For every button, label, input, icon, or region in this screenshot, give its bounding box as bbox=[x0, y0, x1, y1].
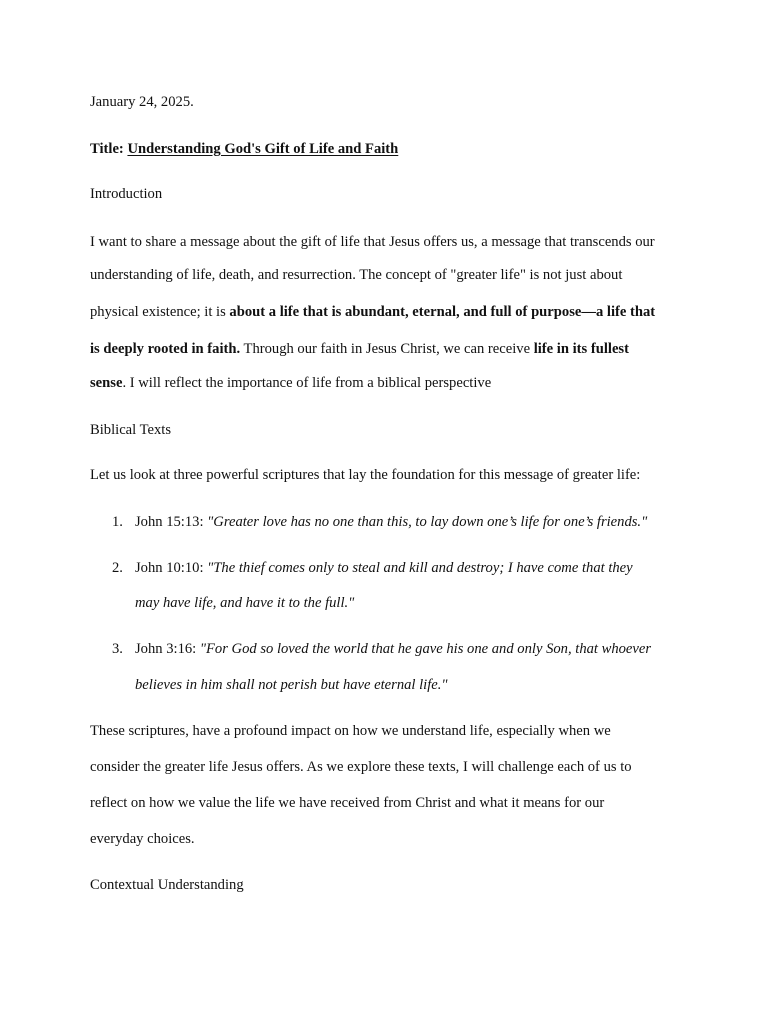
intro-bold-text: sense bbox=[90, 375, 123, 391]
scripture-quote: "The thief comes only to steal and kill and destroy; I have come that they bbox=[207, 560, 633, 576]
intro-text: . I will reflect the importance of life from a biblical perspective bbox=[122, 375, 492, 391]
intro-line bbox=[90, 340, 629, 358]
scripture-quote: "For God so loved the world that he gave his one and only Son, that whoever bbox=[199, 641, 652, 657]
scripture-reference: John 10:10: bbox=[135, 560, 208, 576]
closing-line: These scriptures, have a profound impact on how we understand life, especially when we bbox=[90, 723, 611, 739]
list-item-line bbox=[135, 640, 651, 658]
intro-line bbox=[90, 233, 655, 251]
biblical-texts-heading: Biblical Texts bbox=[90, 422, 171, 438]
introduction-heading: Introduction bbox=[90, 186, 163, 202]
document-title bbox=[90, 140, 398, 158]
list-item-line bbox=[135, 594, 354, 612]
intro-bold-text: is deeply rooted in faith. bbox=[90, 341, 241, 357]
scripture-reference: John 3:16: bbox=[135, 641, 200, 657]
intro-line bbox=[90, 266, 622, 284]
document-date: January 24, 2025. bbox=[90, 94, 194, 110]
scripture-reference: John 15:13: bbox=[135, 514, 208, 530]
title-text: Understanding God's Gift of Life and Faith bbox=[127, 141, 399, 157]
scripture-quote: "Greater love has no one than this, to lay down one’s life for one’s friends." bbox=[207, 514, 648, 530]
intro-bold-text: about a life that is abundant, eternal, and full of purpose—a life that bbox=[229, 304, 656, 320]
list-number: 1. bbox=[112, 514, 123, 530]
intro-text: understanding of life, death, and resurrection. The concept of "greater life" is not just about bbox=[90, 267, 623, 283]
list-item-line bbox=[135, 676, 448, 694]
closing-line: consider the greater life Jesus offers. As we explore these texts, I will challenge each of us to bbox=[90, 759, 632, 775]
biblical-texts-intro: Let us look at three powerful scriptures that lay the foundation for this message of greater life: bbox=[90, 467, 641, 483]
title-label: Title: bbox=[90, 141, 124, 157]
intro-bold-text: life in its fullest bbox=[533, 341, 629, 357]
scripture-quote: believes in him shall not perish but have eternal life." bbox=[135, 677, 448, 693]
closing-line: everyday choices. bbox=[90, 831, 195, 847]
contextual-understanding-heading: Contextual Understanding bbox=[90, 877, 244, 893]
closing-line: reflect on how we value the life we have received from Christ and what it means for our bbox=[90, 795, 605, 811]
scripture-quote: may have life, and have it to the full." bbox=[135, 595, 355, 611]
list-number: 2. bbox=[112, 560, 123, 576]
list-number: 3. bbox=[112, 641, 123, 657]
intro-line bbox=[90, 374, 491, 392]
intro-line bbox=[90, 303, 655, 321]
intro-text: physical existence; it is bbox=[90, 304, 230, 320]
intro-text: Through our faith in Jesus Christ, we can receive bbox=[240, 341, 534, 357]
list-item-line bbox=[135, 559, 633, 577]
list-item-line bbox=[135, 513, 647, 531]
intro-text: I want to share a message about the gift of life that Jesus offers us, a message that transcends our bbox=[90, 234, 655, 250]
